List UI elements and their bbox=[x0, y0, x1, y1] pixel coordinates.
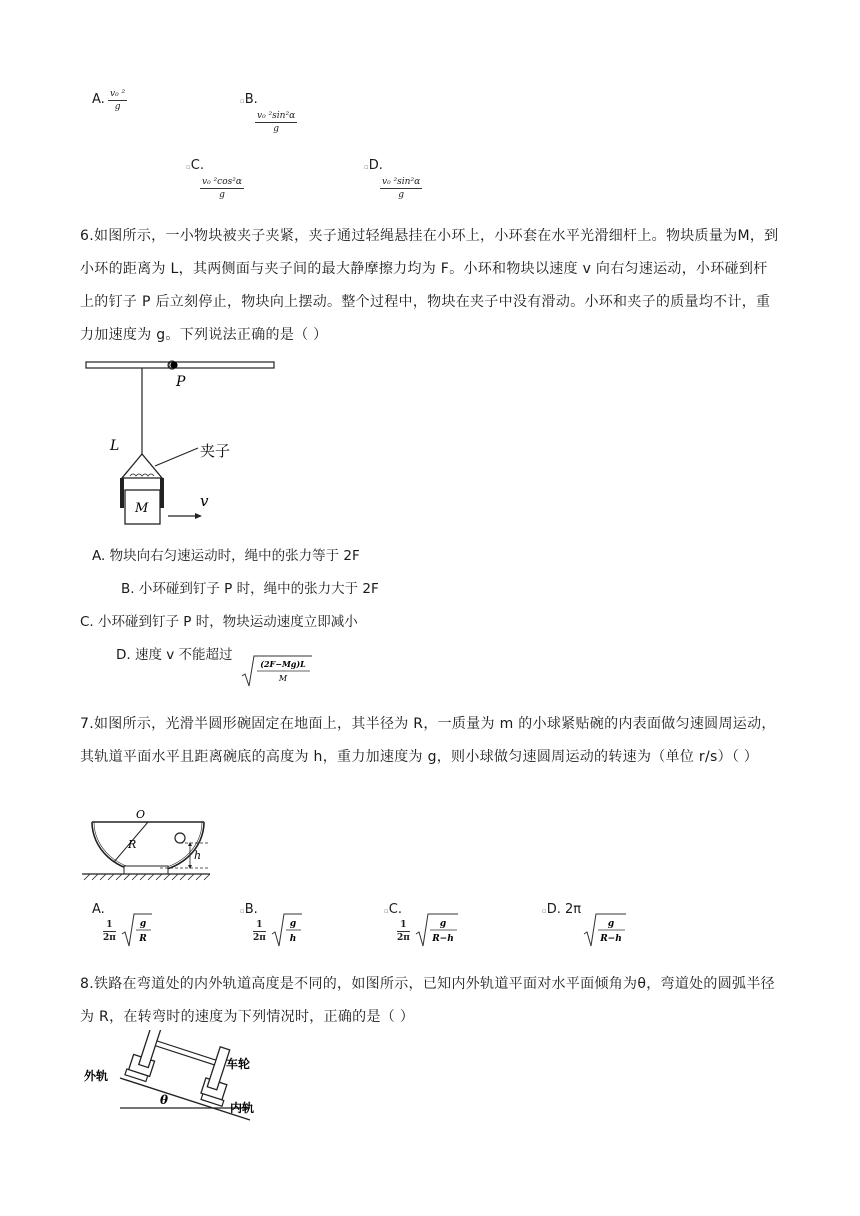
q6-option-d[interactable]: D. 速度 v 不能超过 bbox=[116, 647, 233, 663]
q7-figure bbox=[80, 808, 212, 888]
q7-stem: 7.如图所示，光滑半圆形碗固定在地面上，其半径为 R，一质量为 m 的小球紧贴碗的内表面做匀速圆周运动，其轨道平面水平且距离碗底的高度为 h，重力加速度为 g，则小球做匀速圆周运动的转速为（单位 r/s）（ ） bbox=[80, 716, 776, 765]
bowl bbox=[92, 822, 204, 872]
q7-a-sqrt bbox=[120, 912, 154, 948]
q6-option-c[interactable]: C. 小环碰到钉子 P 时，物块运动速度立即减小 bbox=[80, 614, 358, 630]
label-wheel: 车轮 bbox=[226, 1057, 251, 1071]
rod bbox=[86, 362, 274, 368]
q7-option-a[interactable]: A. bbox=[92, 902, 105, 917]
label-theta: θ bbox=[160, 1093, 169, 1107]
ground-hatch bbox=[84, 874, 210, 880]
label-clip: 夹子 bbox=[200, 442, 231, 460]
svg-text:R−h: R−h bbox=[432, 934, 454, 944]
q6-d-den: M bbox=[278, 674, 288, 683]
svg-text:g: g bbox=[439, 919, 447, 929]
q5-option-b-fraction: $\frac{\text{v₀ ²sin²α}}{g}$ bbox=[257, 111, 296, 134]
q7-a-coef: $\frac{1}{2\pi}$ bbox=[103, 920, 116, 943]
q6-option-d-sqrt bbox=[240, 654, 314, 688]
q7-option-b[interactable]: ▫B. bbox=[240, 902, 258, 917]
svg-text:R: R bbox=[139, 934, 147, 944]
q6-option-a[interactable]: A. 物块向右匀速运动时，绳中的张力等于 2F bbox=[92, 548, 360, 564]
label-m: M bbox=[135, 501, 149, 516]
q5-option-d[interactable]: ▫D. bbox=[364, 158, 383, 173]
axle bbox=[155, 1041, 216, 1065]
q7-b-coef: $\frac{1}{2\pi}$ bbox=[253, 920, 266, 943]
bowl-base bbox=[124, 866, 168, 874]
q7-c-coef: $\frac{1}{2\pi}$ bbox=[397, 920, 410, 943]
svg-text:g: g bbox=[607, 919, 615, 929]
label-r: R bbox=[128, 838, 137, 851]
wheelset bbox=[125, 1030, 239, 1106]
label-outer-rail: 外轨 bbox=[84, 1069, 109, 1083]
q5-option-c[interactable]: ▫C. bbox=[186, 158, 204, 173]
q6-stem: 6.如图所示，一小物块被夹子夹紧，夹子通过轻绳悬挂在小环上，小环套在水平光滑细杆上。物块质量为M，到小环的距离为 L，其两侧面与夹子间的最大静摩擦力均为 F。小环和物块以速度 v 向右匀速运动，小环碰到杆上的钉子 P 后立刻停止，物块向上摆动。整个过程中，物块在夹子中没有滑动。小环和夹子的质量均不计，重力加速度为 g。下列说法正确的是（ ） bbox=[80, 228, 779, 343]
label-l: L bbox=[110, 438, 120, 454]
q6-d-num: (2F−Mg)L bbox=[260, 659, 306, 669]
ball bbox=[175, 833, 185, 843]
q5-option-a-fraction: $\frac{\text{v₀ ²}}{g}$ bbox=[110, 89, 126, 112]
label-p: P bbox=[176, 374, 186, 390]
q7-c-sqrt bbox=[414, 912, 460, 948]
svg-text:g: g bbox=[289, 919, 297, 929]
svg-text:g: g bbox=[139, 919, 147, 929]
q5-option-c-fraction: $\frac{\text{v₀ ²cos²α}}{g}$ bbox=[202, 177, 242, 200]
q7-option-d[interactable]: ▫D. 2π bbox=[542, 902, 582, 917]
q5-option-d-fraction: $\frac{\text{v₀ ²sin²α}}{g}$ bbox=[382, 177, 421, 200]
q7-b-sqrt bbox=[270, 912, 304, 948]
q6-figure bbox=[80, 358, 280, 530]
svg-text:h: h bbox=[289, 934, 297, 944]
svg-text:R−h: R−h bbox=[600, 934, 622, 944]
q7-option-c[interactable]: ▫C. bbox=[384, 902, 402, 917]
label-v: v bbox=[200, 492, 209, 510]
q8-figure bbox=[80, 1030, 276, 1122]
q6-option-b[interactable]: B. 小环碰到钉子 P 时，绳中的张力大于 2F bbox=[121, 581, 379, 597]
q5-option-b[interactable]: ▫B. bbox=[240, 92, 258, 107]
q5-option-a[interactable]: A. bbox=[92, 92, 105, 107]
label-inner-rail: 内轨 bbox=[230, 1101, 255, 1115]
q7-d-sqrt bbox=[582, 912, 628, 948]
label-h: h bbox=[194, 849, 202, 862]
nail-p bbox=[170, 361, 177, 368]
label-o: O bbox=[136, 808, 146, 821]
q8-stem: 8.铁路在弯道处的内外轨道高度是不同的，如图所示，已知内外轨道平面对水平面倾角为θ，弯道处的圆弧半径为 R，在转弯时的速度为下列情况时，正确的是（ ） bbox=[80, 976, 775, 1025]
